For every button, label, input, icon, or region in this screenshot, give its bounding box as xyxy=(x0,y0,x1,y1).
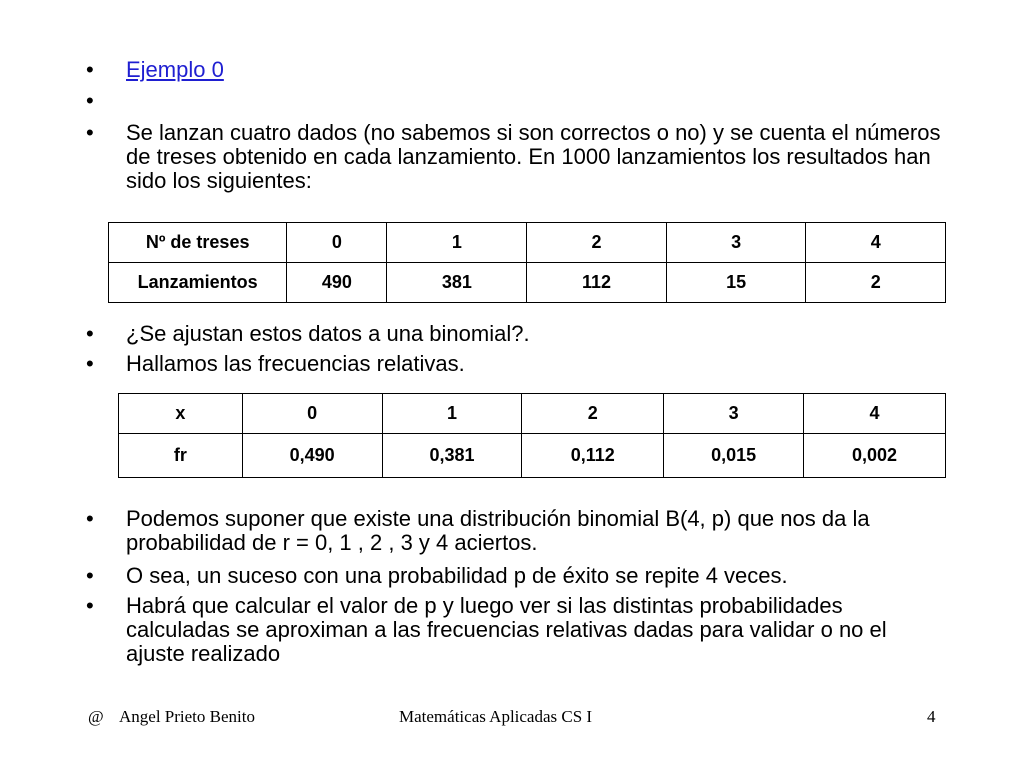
table-cell: 112 xyxy=(527,263,667,303)
bullet-marker: • xyxy=(86,321,94,346)
title-link[interactable]: Ejemplo 0 xyxy=(126,57,224,82)
table-header-cell: 3 xyxy=(664,394,804,434)
step-text: Hallamos las frecuencias relativas. xyxy=(126,351,465,376)
table-header-cell: 1 xyxy=(387,223,527,263)
footer-at-symbol: @ xyxy=(88,707,104,726)
table-row-label: fr xyxy=(119,434,243,478)
table-cell: 0,490 xyxy=(242,434,382,478)
table-header-cell: Nº de treses xyxy=(109,223,287,263)
table-row xyxy=(119,434,946,478)
conclusion-text: Habrá que calcular el valor de p y luego ver si las distintas probabilidades calculadas se aproximan a las frecuencias relativas dadas para validar o no el ajuste realizado xyxy=(126,593,887,666)
table-header-cell: x xyxy=(119,394,243,434)
table-cell: 15 xyxy=(666,263,806,303)
table-cell: 0,112 xyxy=(522,434,664,478)
bullet-marker: • xyxy=(86,593,94,618)
bullet-marker: • xyxy=(86,120,94,145)
table-cell: 0,381 xyxy=(382,434,522,478)
table-cell: 381 xyxy=(387,263,527,303)
table-header-cell: 1 xyxy=(382,394,522,434)
bullet-marker: • xyxy=(86,506,94,531)
throws-table xyxy=(108,222,946,303)
bullet-marker: • xyxy=(86,57,94,82)
table-row xyxy=(109,223,946,263)
table-row xyxy=(109,263,946,303)
table-header-cell: 0 xyxy=(287,223,387,263)
bullet-marker: • xyxy=(86,351,94,376)
table-row xyxy=(119,394,946,434)
table-cell: 2 xyxy=(806,263,946,303)
table-cell: 490 xyxy=(287,263,387,303)
table-row-label: Lanzamientos xyxy=(109,263,287,303)
binomial-text: Podemos suponer que existe una distribución binomial B(4, p) que nos da la probabilidad de r = 0, 1 , 2 , 3 y 4 aciertos. xyxy=(126,506,870,555)
table-header-cell: 2 xyxy=(527,223,667,263)
bullet-marker: • xyxy=(86,563,94,588)
table-header-cell: 2 xyxy=(522,394,664,434)
bullet-marker: • xyxy=(86,88,94,113)
table-cell: 0,002 xyxy=(804,434,946,478)
slide-title xyxy=(126,58,966,82)
table-header-cell: 3 xyxy=(666,223,806,263)
event-text: O sea, un suceso con una probabilidad p de éxito se repite 4 veces. xyxy=(126,563,788,588)
table-header-cell: 4 xyxy=(804,394,946,434)
table-cell: 0,015 xyxy=(664,434,804,478)
table-header-cell: 0 xyxy=(242,394,382,434)
footer-page-number: 4 xyxy=(927,707,936,726)
question-text: ¿Se ajustan estos datos a una binomial?. xyxy=(126,321,530,346)
footer-author: Angel Prieto Benito xyxy=(119,707,255,726)
table-header-cell: 4 xyxy=(806,223,946,263)
footer-course: Matemáticas Aplicadas CS I xyxy=(399,707,593,726)
relative-frequency-table xyxy=(118,393,946,478)
intro-text: Se lanzan cuatro dados (no sabemos si son correctos o no) y se cuenta el números de treses obtenido en cada lanzamiento. En 1000 lanzamientos los resultados han sido los siguientes: xyxy=(126,120,941,193)
